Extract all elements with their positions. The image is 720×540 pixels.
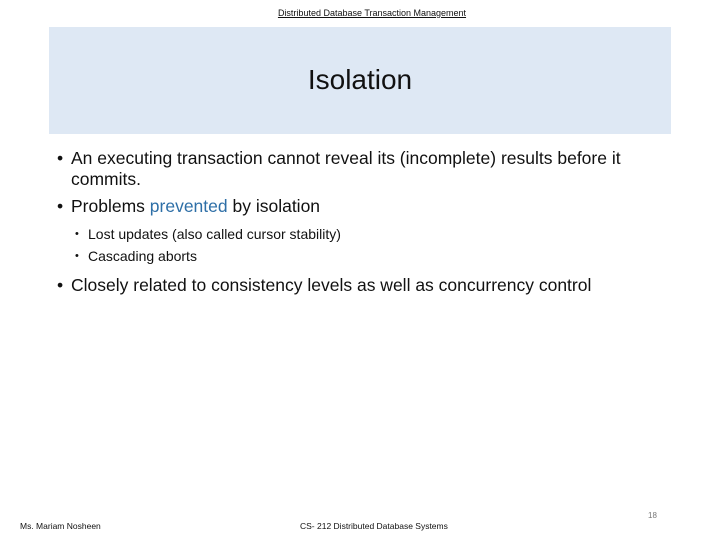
- bullet-text-before: Problems: [71, 196, 150, 216]
- bullet-item: [57, 275, 677, 296]
- bullet-dot-icon: •: [57, 275, 64, 295]
- slide-title: Isolation: [307, 64, 413, 95]
- bullet-accent-text: prevented: [149, 196, 228, 216]
- bullet-text: An executing transaction cannot reveal its (incomplete) results before it commits.: [71, 148, 621, 189]
- slide-content: [57, 148, 677, 302]
- bullet-text-after: by isolation: [227, 196, 321, 216]
- bullet-text: Closely related to consistency levels as well as concurrency control: [71, 275, 592, 295]
- sub-bullet-item: [75, 245, 677, 267]
- sub-bullet-text: Cascading aborts: [88, 248, 197, 264]
- bullet-item: [57, 196, 677, 217]
- sub-bullet-dot-icon: •: [75, 228, 79, 240]
- footer-author: Ms. Mariam Nosheen: [20, 521, 101, 531]
- footer-course: CS- 212 Distributed Database Systems: [300, 521, 448, 531]
- sub-bullet-list: [75, 223, 677, 267]
- running-header: Distributed Database Transaction Management: [277, 8, 467, 18]
- bullet-item: [57, 148, 677, 190]
- sub-bullet-item: [75, 223, 677, 245]
- bullet-dot-icon: •: [57, 196, 64, 216]
- sub-bullet-text: Lost updates (also called cursor stability): [88, 226, 341, 242]
- sub-bullet-dot-icon: •: [75, 250, 79, 262]
- title-band: [49, 27, 671, 134]
- bullet-dot-icon: •: [57, 148, 64, 168]
- page-number: 18: [648, 511, 657, 520]
